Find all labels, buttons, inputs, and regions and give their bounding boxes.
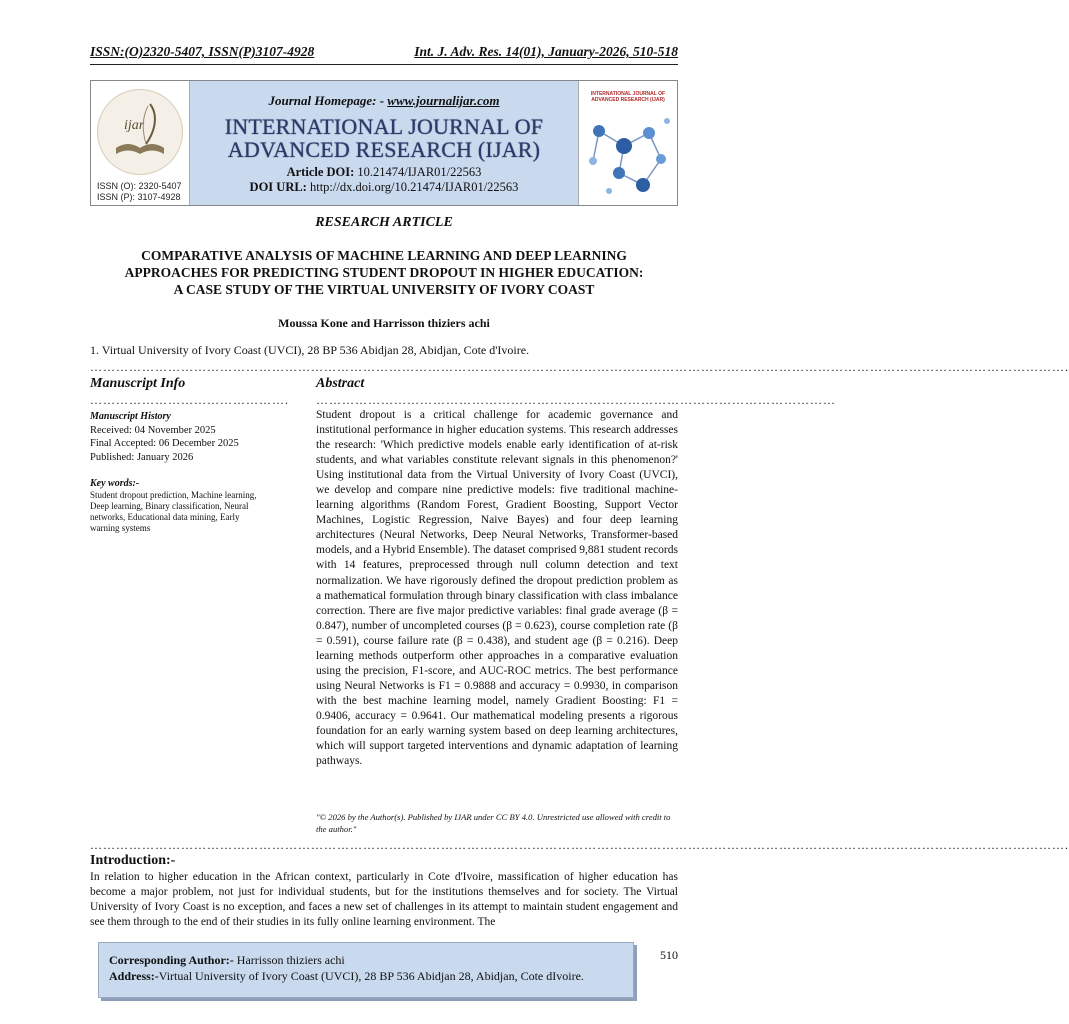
received-date: Received: 04 November 2025 bbox=[90, 424, 216, 436]
banner-center bbox=[189, 81, 579, 195]
doi-block bbox=[189, 165, 579, 195]
keywords-heading: Key words:- bbox=[90, 478, 140, 489]
abstract-heading: Abstract bbox=[316, 376, 365, 391]
journal-title-line2: ADVANCED RESEARCH (IJAR) bbox=[227, 137, 541, 162]
logo-text: ijar bbox=[124, 118, 145, 133]
published-date: Published: January 2026 bbox=[90, 451, 194, 463]
dotted-divider-bottom: ………………………………………………………………………………………………………………………………………………………………………………………………………. bbox=[90, 838, 1069, 852]
manuscript-dots: ………………………………………. bbox=[90, 393, 289, 407]
corresponding-author-box bbox=[98, 942, 634, 998]
journal-title bbox=[189, 115, 579, 161]
paper-title-line2: APPROACHES FOR PREDICTING STUDENT DROPOUT IN HIGHER EDUCATION: bbox=[124, 265, 644, 280]
homepage-label: Journal Homepage: - bbox=[268, 93, 385, 108]
header-rule bbox=[90, 64, 678, 65]
copyright-notice: "© 2026 by the Author(s). Published by IJAR under CC BY 4.0. Unrestricted use allowed with credit to the author." bbox=[316, 812, 671, 834]
corr-name: Harrisson thiziers achi bbox=[236, 953, 345, 967]
page-number: 510 bbox=[660, 948, 678, 962]
molecule-icon bbox=[579, 81, 677, 205]
issn-text: ISSN:(O)2320-5407, ISSN(P)3107-4928 bbox=[90, 44, 315, 59]
paper-title-line1: COMPARATIVE ANALYSIS OF MACHINE LEARNING AND DEEP LEARNING bbox=[141, 248, 627, 263]
issn-online: ISSN (O): 2320-5407 bbox=[97, 181, 182, 191]
keywords-block bbox=[90, 477, 260, 534]
doi-url-label: DOI URL: bbox=[249, 180, 307, 194]
logo-emblem bbox=[97, 89, 183, 175]
introduction-heading: Introduction:- bbox=[90, 853, 176, 868]
manuscript-info-heading: Manuscript Info bbox=[90, 376, 186, 391]
address-value: Virtual University of Ivory Coast (UVCI), 28 BP 536 Abidjan 28, Abidjan, Cote dIvoire. bbox=[158, 969, 584, 983]
doi-value: 10.21474/IJAR01/22563 bbox=[357, 165, 482, 179]
manuscript-history bbox=[90, 410, 290, 464]
paper-title-line3: A CASE STUDY OF THE VIRTUAL UNIVERSITY OF IVORY COAST bbox=[173, 282, 595, 297]
journal-cover bbox=[578, 81, 677, 205]
quill-book-icon bbox=[98, 90, 182, 174]
accepted-date: Final Accepted: 06 December 2025 bbox=[90, 438, 239, 449]
citation-text: Int. J. Adv. Res. 14(01), January-2026, 510-518 bbox=[414, 44, 678, 59]
homepage-link[interactable]: www.journalijar.com bbox=[387, 93, 500, 108]
authors: Moussa Kone and Harrisson thiziers achi bbox=[278, 316, 490, 330]
journal-logo bbox=[91, 81, 190, 205]
abstract-text: Student dropout is a critical challenge for academic governance and institutional performance in higher education systems. This research addresses the research: 'Which predictive models enable early identification of at-risk students, and what variables constitute relevant signals in this phenomenon?' Using institutional data from the Virtual University of Ivory Coast (UVCI), we develop and compare nine predictive models: five traditional machine-learning algorithms (Random Forest, Gradient Boosting, Support Vector Machines, Logistic Regression, Naive Bayes) and four deep learning architectures (Neural Networks, Deep Neural Networks, Transformer-based models, and a Hybrid Ensemble). The dataset comprised 9,881 student records with 14 features, preprocessed through null column detection and text normalization. We have rigorously defined the dropout prediction problem as a mathematical formulation through binary classification with class imbalance correction. There are five major predictive variables: final grade average (β = 0.847), number of uncompleted courses (β = 0.623), course completion rate (β = 0.591), course failure rate (β = 0.438), and student age (β = 0.216). Deep learning methods outperform other approaches in a comparative evaluation using the precision, F1-score, and AUC-ROC metrics. The best performance using Neural Networks is F1 = 0.9888 and accuracy = 0.9930, in comparison with the best machine learning model, namely Gradient Boosting: F1 = 0.9406, accuracy = 0.9641. Our mathematical modeling presents a rigorous foundation for an early warning system based on deep learning architectures, which will support targeted interventions and dynamic adaptation of learning pathways. bbox=[316, 409, 678, 768]
corr-label: Corresponding Author:- bbox=[109, 953, 234, 967]
running-header bbox=[90, 44, 678, 60]
issn-print: ISSN (P): 3107-4928 bbox=[97, 192, 181, 202]
abstract-dots: ………………………………………………………………………………………………………… bbox=[316, 393, 836, 407]
homepage-line bbox=[189, 93, 579, 109]
affiliation: 1. Virtual University of Ivory Coast (UVCI), 28 BP 536 Abidjan 28, Abidjan, Cote d'Ivoire. bbox=[90, 343, 530, 357]
doi-url-link[interactable]: http://dx.doi.org/10.21474/IJAR01/22563 bbox=[309, 180, 519, 194]
paper-title bbox=[90, 247, 678, 298]
cover-title: INTERNATIONAL JOURNAL OF ADVANCED RESEARCH (IJAR) bbox=[590, 91, 666, 103]
dotted-divider-top: ………………………………………………………………………………………………………………………………………………………………………………………………………. bbox=[90, 360, 1069, 374]
address-label: Address:- bbox=[109, 969, 159, 983]
history-heading: Manuscript History bbox=[90, 411, 171, 422]
journal-banner bbox=[90, 80, 678, 206]
journal-title-line1: INTERNATIONAL JOURNAL OF bbox=[224, 114, 544, 139]
introduction-text: In relation to higher education in the African context, particularly in Cote d'Ivoire, massification of higher education has become a major problem, not just for individual students, but for the institutions themselves and for society. The Virtual University of Ivory Coast is no exception, and faces a new set of challenges in its attempt to maintain student engagement and see them through to the end of their studies in its fully online learning environment. The bbox=[90, 871, 678, 928]
keywords-list: Student dropout prediction, Machine learning, Deep learning, Binary classification, Neural networks, Educational data mining, Early warning systems bbox=[90, 490, 257, 533]
article-type: RESEARCH ARTICLE bbox=[315, 215, 453, 230]
doi-label: Article DOI: bbox=[286, 165, 355, 179]
